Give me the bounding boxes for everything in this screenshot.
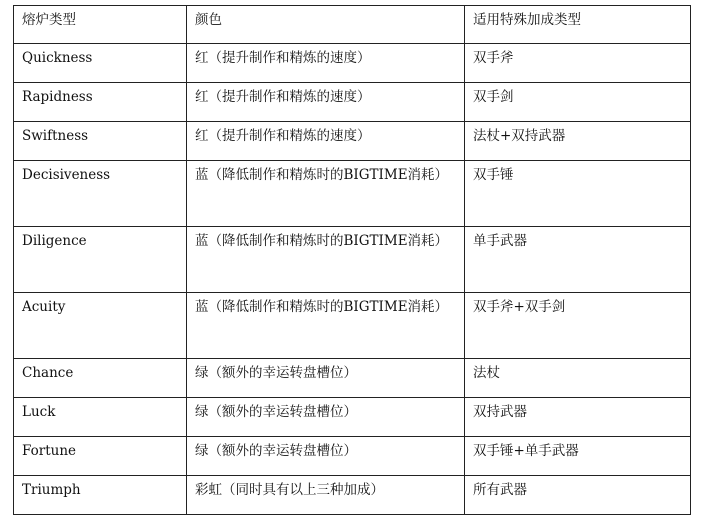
table-row	[14, 227, 691, 293]
cell-color: 绿（额外的幸运转盘槽位）	[187, 359, 465, 398]
cell-color: 红（提升制作和精炼的速度）	[187, 83, 465, 122]
cell-type: Swiftness	[14, 122, 187, 161]
cell-color: 绿（额外的幸运转盘槽位）	[187, 437, 465, 476]
table-row	[14, 398, 691, 437]
cell-bonus: 所有武器	[465, 476, 691, 515]
header-bonus-type: 适用特殊加成类型	[465, 6, 691, 44]
table-row	[14, 359, 691, 398]
header-furnace-type: 熔炉类型	[14, 6, 187, 44]
table-row	[14, 293, 691, 359]
cell-bonus: 双手剑	[465, 83, 691, 122]
table-row	[14, 122, 691, 161]
table-row	[14, 437, 691, 476]
cell-bonus: 双手锤	[465, 161, 691, 227]
table-row	[14, 476, 691, 515]
cell-color: 红（提升制作和精炼的速度）	[187, 122, 465, 161]
cell-bonus: 法杖	[465, 359, 691, 398]
cell-color: 彩虹（同时具有以上三种加成）	[187, 476, 465, 515]
cell-color: 蓝（降低制作和精炼时的BIGTIME消耗）	[187, 293, 465, 359]
furnace-table	[13, 5, 691, 515]
cell-bonus: 双持武器	[465, 398, 691, 437]
cell-bonus: 单手武器	[465, 227, 691, 293]
table-row	[14, 44, 691, 83]
header-color: 颜色	[187, 6, 465, 44]
cell-bonus: 双手斧+双手剑	[465, 293, 691, 359]
cell-color: 红（提升制作和精炼的速度）	[187, 44, 465, 83]
cell-type: Diligence	[14, 227, 187, 293]
cell-color: 蓝（降低制作和精炼时的BIGTIME消耗）	[187, 227, 465, 293]
cell-type: Luck	[14, 398, 187, 437]
cell-type: Rapidness	[14, 83, 187, 122]
cell-bonus: 双手锤+单手武器	[465, 437, 691, 476]
cell-color: 绿（额外的幸运转盘槽位）	[187, 398, 465, 437]
table-row	[14, 161, 691, 227]
cell-type: Decisiveness	[14, 161, 187, 227]
cell-type: Fortune	[14, 437, 187, 476]
cell-type: Chance	[14, 359, 187, 398]
cell-type: Quickness	[14, 44, 187, 83]
cell-color: 蓝（降低制作和精炼时的BIGTIME消耗）	[187, 161, 465, 227]
table-row	[14, 83, 691, 122]
cell-bonus: 法杖+双持武器	[465, 122, 691, 161]
cell-type: Triumph	[14, 476, 187, 515]
cell-type: Acuity	[14, 293, 187, 359]
cell-bonus: 双手斧	[465, 44, 691, 83]
table-header-row	[14, 6, 691, 44]
